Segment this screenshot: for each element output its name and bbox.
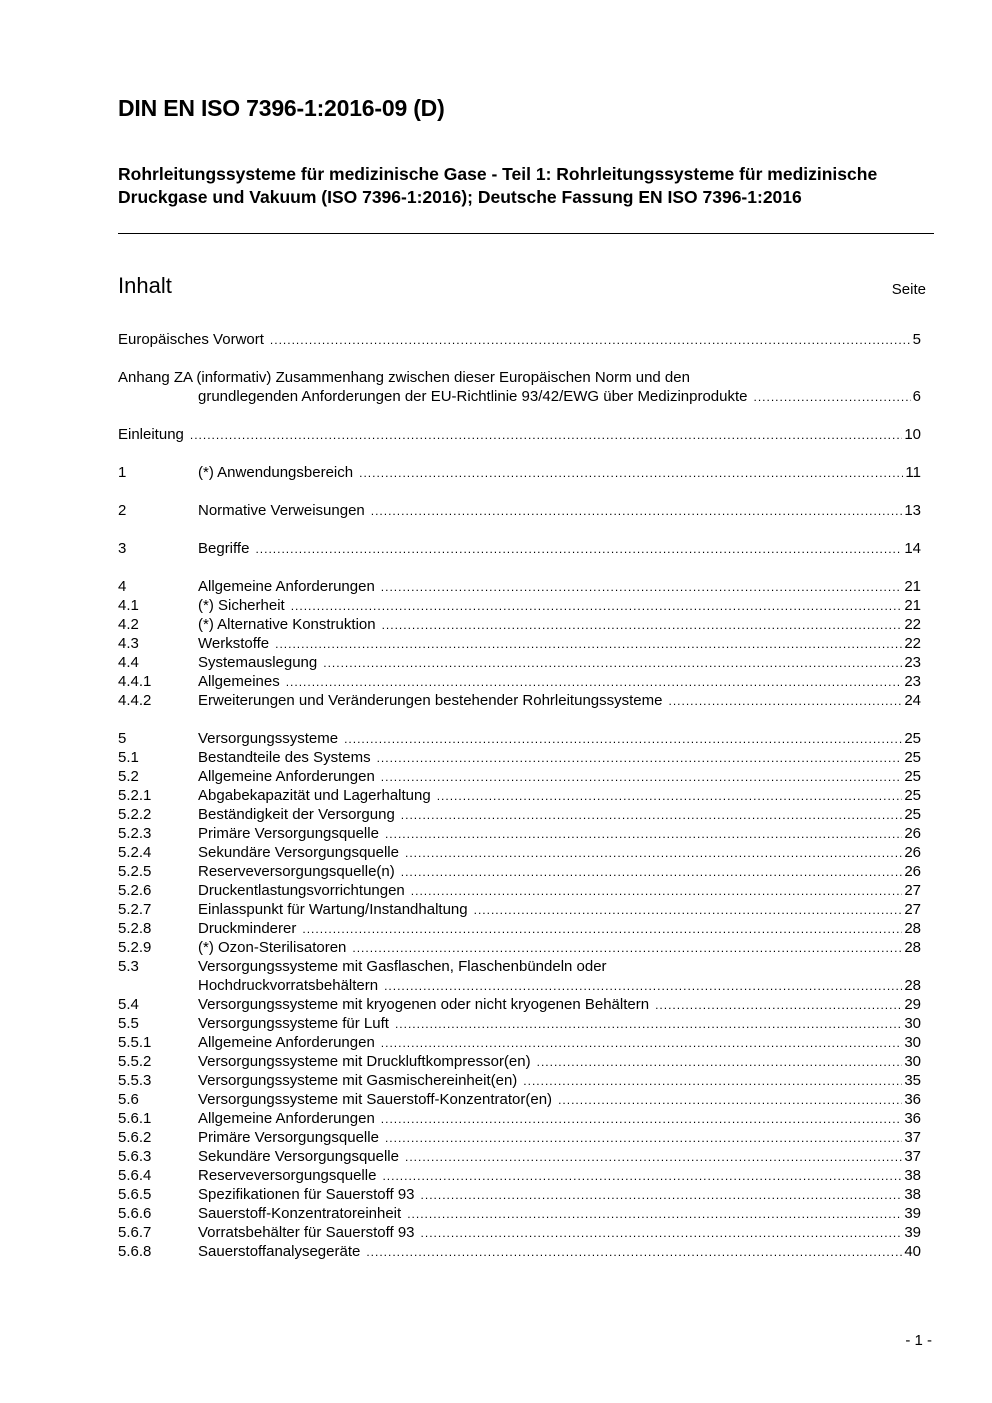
toc-entry[interactable] bbox=[118, 1033, 921, 1052]
dot-leader bbox=[255, 540, 902, 559]
toc-entry-page: 14 bbox=[904, 540, 921, 557]
toc-entry-title: Sauerstoff-Konzentratoreinheit bbox=[198, 1205, 402, 1222]
toc-entry[interactable] bbox=[118, 1204, 921, 1223]
toc-entry[interactable] bbox=[118, 539, 921, 558]
toc-entry-page: 30 bbox=[904, 1053, 921, 1070]
toc-entry-page: 23 bbox=[904, 654, 921, 671]
toc-entry-title: Normative Verweisungen bbox=[198, 502, 365, 519]
toc-entry-title: Spezifikationen für Sauerstoff 93 bbox=[198, 1186, 415, 1203]
dot-leader bbox=[344, 730, 902, 749]
toc-entry-number: 5.6.4 bbox=[118, 1167, 152, 1184]
dot-leader bbox=[405, 1148, 902, 1167]
toc-entry-number: 5.2.4 bbox=[118, 844, 152, 861]
dot-leader bbox=[401, 806, 903, 825]
dot-leader bbox=[302, 920, 902, 939]
toc-entry-page: 6 bbox=[912, 388, 921, 405]
dot-leader bbox=[474, 901, 903, 920]
toc-entry-page: 21 bbox=[904, 578, 921, 595]
toc-entry-page: 26 bbox=[904, 825, 921, 842]
toc-entry[interactable] bbox=[118, 596, 921, 615]
toc-entry[interactable] bbox=[118, 1109, 921, 1128]
toc-entry-title: Versorgungssysteme mit Sauerstoff-Konzentrator(en) bbox=[198, 1091, 553, 1108]
toc-entry-page: 36 bbox=[904, 1110, 921, 1127]
toc-entry-title: Europäisches Vorwort bbox=[118, 331, 264, 348]
dot-leader bbox=[405, 844, 902, 863]
toc-entry[interactable] bbox=[118, 1090, 921, 1109]
toc-entry-number: 5.2.3 bbox=[118, 825, 152, 842]
title-divider bbox=[118, 233, 934, 234]
dot-leader bbox=[421, 1186, 903, 1205]
toc-entry-page: 25 bbox=[904, 806, 921, 823]
dot-leader bbox=[401, 863, 903, 882]
toc-entry-title: Bestandteile des Systems bbox=[198, 749, 371, 766]
dot-leader bbox=[291, 597, 903, 616]
toc-section-5a bbox=[118, 729, 921, 957]
toc-entry-number: 5.5.2 bbox=[118, 1053, 152, 1070]
toc-entry-page: 38 bbox=[904, 1167, 921, 1184]
dot-leader bbox=[377, 749, 903, 768]
toc-entry-number: 5.5.1 bbox=[118, 1034, 152, 1051]
toc-entry-number: 4.2 bbox=[118, 616, 139, 633]
toc-entry[interactable] bbox=[118, 900, 921, 919]
toc-entry-title: Anhang ZA (informativ) Zusammenhang zwischen dieser Europäischen Norm und den bbox=[118, 369, 690, 386]
toc-entry-number: 5.6.2 bbox=[118, 1129, 152, 1146]
dot-leader bbox=[668, 692, 902, 711]
toc-entry[interactable] bbox=[118, 938, 921, 957]
toc-entry[interactable] bbox=[118, 805, 921, 824]
toc-entry[interactable] bbox=[118, 767, 921, 786]
dot-leader bbox=[382, 1167, 902, 1186]
toc-group-4 bbox=[118, 577, 921, 710]
toc-entry[interactable] bbox=[118, 463, 921, 482]
toc-entry-line[interactable] bbox=[118, 387, 921, 406]
toc-entry[interactable] bbox=[118, 881, 921, 900]
toc-group-3 bbox=[118, 539, 921, 558]
toc-entry-title: Sekundäre Versorgungsquelle bbox=[198, 844, 399, 861]
toc-entry-number: 4.4 bbox=[118, 654, 139, 671]
toc-entry-line[interactable] bbox=[118, 957, 921, 976]
dot-leader bbox=[275, 635, 902, 654]
toc-entry-number: 5.2.7 bbox=[118, 901, 152, 918]
toc-entry[interactable] bbox=[118, 843, 921, 862]
toc-entry-title: (*) Anwendungsbereich bbox=[198, 464, 354, 481]
dot-leader bbox=[537, 1053, 903, 1072]
toc-entry[interactable] bbox=[118, 1185, 921, 1204]
toc-entry-number: 5.3 bbox=[118, 958, 139, 975]
toc-entry-number: 3 bbox=[118, 540, 127, 557]
toc-entry[interactable] bbox=[118, 501, 921, 520]
toc-entry-page: 39 bbox=[904, 1224, 921, 1241]
toc-entry-number: 5.2.8 bbox=[118, 920, 152, 937]
dot-leader bbox=[385, 1129, 902, 1148]
document-id: DIN EN ISO 7396-1:2016-09 (D) bbox=[118, 95, 445, 121]
toc-entry-number: 5.2.9 bbox=[118, 939, 152, 956]
toc-entry-page: 30 bbox=[904, 1034, 921, 1051]
toc-entry[interactable] bbox=[118, 634, 921, 653]
dot-leader bbox=[381, 578, 903, 597]
toc-entry-title: (*) Alternative Konstruktion bbox=[198, 616, 376, 633]
toc-entry-number: 5.6.3 bbox=[118, 1148, 152, 1165]
toc-entry-number: 5.6.8 bbox=[118, 1243, 152, 1260]
toc-entry-number: 5.6 bbox=[118, 1091, 139, 1108]
toc-entry-page: 21 bbox=[904, 597, 921, 614]
toc-entry[interactable] bbox=[118, 1071, 921, 1090]
toc-entry-number: 5.2.1 bbox=[118, 787, 152, 804]
page-number: - 1 - bbox=[905, 1332, 932, 1349]
toc-entry-title-cont: grundlegenden Anforderungen der EU-Richtlinie 93/42/EWG über Medizinprodukte bbox=[198, 388, 748, 405]
toc-entry-title: Beständigkeit der Versorgung bbox=[198, 806, 395, 823]
toc-entry-number: 5.2.6 bbox=[118, 882, 152, 899]
toc-entry-line[interactable] bbox=[118, 976, 921, 995]
dot-leader bbox=[352, 939, 902, 958]
toc-entry[interactable] bbox=[118, 425, 921, 444]
toc-entry[interactable] bbox=[118, 1014, 921, 1033]
toc-entry-number: 1 bbox=[118, 464, 127, 481]
toc-heading: Inhalt bbox=[118, 273, 172, 298]
dot-leader bbox=[381, 768, 903, 787]
toc-entry-number: 5.4 bbox=[118, 996, 139, 1013]
toc-entry-page: 35 bbox=[904, 1072, 921, 1089]
toc-entry-title: Sauerstoffanalysegeräte bbox=[198, 1243, 361, 1260]
toc-entry-page: 13 bbox=[904, 502, 921, 519]
toc-entry-number: 5.1 bbox=[118, 749, 139, 766]
toc-entry[interactable] bbox=[118, 1147, 921, 1166]
dot-leader bbox=[366, 1243, 902, 1262]
toc-entry-number: 2 bbox=[118, 502, 127, 519]
toc-entry-page: 22 bbox=[904, 616, 921, 633]
toc-entry-number: 5 bbox=[118, 730, 127, 747]
toc-entry[interactable] bbox=[118, 748, 921, 767]
toc-entry-page: 39 bbox=[904, 1205, 921, 1222]
toc-entry[interactable] bbox=[118, 729, 921, 748]
dot-leader bbox=[437, 787, 903, 806]
toc-entry[interactable] bbox=[118, 786, 921, 805]
toc-group-5 bbox=[118, 729, 921, 1261]
toc-entry-number: 5.2.5 bbox=[118, 863, 152, 880]
toc-entry-title: Werkstoffe bbox=[198, 635, 270, 652]
toc-entry-page: 30 bbox=[904, 1015, 921, 1032]
toc-entry-number: 5.2.2 bbox=[118, 806, 152, 823]
dot-leader bbox=[359, 464, 903, 483]
toc-entry-page: 5 bbox=[912, 331, 921, 348]
toc-entry-title: Vorratsbehälter für Sauerstoff 93 bbox=[198, 1224, 415, 1241]
toc-entry-title: Versorgungssysteme mit Gasflaschen, Flaschenbündeln oder bbox=[198, 958, 607, 975]
dot-leader bbox=[270, 331, 911, 350]
toc-entry-title: Einleitung bbox=[118, 426, 184, 443]
toc-entry-number: 4.4.2 bbox=[118, 692, 152, 709]
toc-entry-page: 28 bbox=[904, 939, 921, 956]
toc-entry[interactable] bbox=[118, 615, 921, 634]
toc-entry-title: Erweiterungen und Veränderungen bestehender Rohrleitungssysteme bbox=[198, 692, 663, 709]
toc-entry-page: 37 bbox=[904, 1129, 921, 1146]
toc-entry-title: Primäre Versorgungsquelle bbox=[198, 825, 379, 842]
toc-entry-page: 25 bbox=[904, 787, 921, 804]
toc-entry-page: 22 bbox=[904, 635, 921, 652]
dot-leader bbox=[371, 502, 903, 521]
document-subtitle: Rohrleitungssysteme für medizinische Gase - Teil 1: Rohrleitungssysteme für medizinische Druckgase und Vakuum (ISO 7396-1:2016); Deutsche Fassung EN ISO 7396-1:2016 bbox=[118, 164, 878, 207]
dot-leader bbox=[385, 825, 902, 844]
dot-leader bbox=[407, 1205, 902, 1224]
dot-leader bbox=[421, 1224, 903, 1243]
toc-entry-title: (*) Sicherheit bbox=[198, 597, 285, 614]
toc-entry-title: Versorgungssysteme mit kryogenen oder nicht kryogenen Behältern bbox=[198, 996, 650, 1013]
toc-entry-number: 4.4.1 bbox=[118, 673, 152, 690]
toc-entry-page: 11 bbox=[905, 464, 921, 481]
toc-entry-title: Reserveversorgungsquelle(n) bbox=[198, 863, 395, 880]
toc-entry-page: 38 bbox=[904, 1186, 921, 1203]
toc-entry-page: 26 bbox=[904, 863, 921, 880]
toc-entry[interactable] bbox=[118, 672, 921, 691]
toc-entry-page: 29 bbox=[904, 996, 921, 1013]
toc-entry-title: Versorgungssysteme für Luft bbox=[198, 1015, 389, 1032]
toc-group-annex bbox=[118, 368, 921, 406]
toc-entry-number: 5.6.7 bbox=[118, 1224, 152, 1241]
dot-leader bbox=[754, 388, 911, 407]
toc-section-5b bbox=[118, 995, 921, 1261]
toc-entry-title: Versorgungssysteme mit Gasmischereinheit(en) bbox=[198, 1072, 518, 1089]
dot-leader bbox=[384, 977, 902, 996]
toc-entry-title: (*) Ozon-Sterilisatoren bbox=[198, 939, 347, 956]
toc-entry-title: Reserveversorgungsquelle bbox=[198, 1167, 377, 1184]
dot-leader bbox=[411, 882, 903, 901]
toc-entry[interactable] bbox=[118, 995, 921, 1014]
toc-entry-page: 28 bbox=[904, 977, 921, 994]
toc-entry[interactable] bbox=[118, 653, 921, 672]
dot-leader bbox=[558, 1091, 902, 1110]
dot-leader bbox=[382, 616, 903, 635]
dot-leader bbox=[381, 1110, 903, 1129]
toc-entry-title: Begriffe bbox=[198, 540, 250, 557]
dot-leader bbox=[395, 1015, 902, 1034]
toc-entry-page: 10 bbox=[904, 426, 921, 443]
toc-entry[interactable] bbox=[118, 1166, 921, 1185]
toc-entry-title: Allgemeines bbox=[198, 673, 280, 690]
toc-entry-page: 25 bbox=[904, 730, 921, 747]
toc-entry-title: Allgemeine Anforderungen bbox=[198, 1034, 375, 1051]
table-of-contents bbox=[118, 330, 921, 1280]
toc-entry-title: Versorgungssysteme bbox=[198, 730, 339, 747]
toc-entry-title-cont: Hochdruckvorratsbehältern bbox=[198, 977, 379, 994]
toc-entry-title: Versorgungssysteme mit Druckluftkompressor(en) bbox=[198, 1053, 531, 1070]
toc-entry-page: 40 bbox=[904, 1243, 921, 1260]
toc-entry-title: Systemauslegung bbox=[198, 654, 318, 671]
toc-entry-page: 23 bbox=[904, 673, 921, 690]
toc-entry-page: 36 bbox=[904, 1091, 921, 1108]
toc-entry-number: 5.5 bbox=[118, 1015, 139, 1032]
dot-leader bbox=[523, 1072, 902, 1091]
toc-entry-page: 25 bbox=[904, 768, 921, 785]
toc-entry[interactable] bbox=[118, 1223, 921, 1242]
toc-entry-title: Primäre Versorgungsquelle bbox=[198, 1129, 379, 1146]
toc-entry[interactable] bbox=[118, 824, 921, 843]
toc-entry-page: 27 bbox=[904, 901, 921, 918]
toc-entry-title: Druckminderer bbox=[198, 920, 297, 937]
toc-entry-number: 5.2 bbox=[118, 768, 139, 785]
dot-leader bbox=[655, 996, 902, 1015]
dot-leader bbox=[323, 654, 902, 673]
toc-entry[interactable] bbox=[118, 577, 921, 596]
toc-group-1 bbox=[118, 463, 921, 482]
dot-leader bbox=[190, 426, 902, 445]
toc-entry-page: 25 bbox=[904, 749, 921, 766]
toc-entry-number: 5.6.6 bbox=[118, 1205, 152, 1222]
toc-entry-page: 37 bbox=[904, 1148, 921, 1165]
toc-entry-title: Allgemeine Anforderungen bbox=[198, 578, 375, 595]
toc-entry-line[interactable] bbox=[118, 368, 921, 387]
toc-entry-number: 4.3 bbox=[118, 635, 139, 652]
toc-group-intro bbox=[118, 330, 921, 349]
toc-page-label: Seite bbox=[891, 281, 926, 298]
toc-entry[interactable] bbox=[118, 862, 921, 881]
toc-entry-page: 27 bbox=[904, 882, 921, 899]
toc-entry-number: 4 bbox=[118, 578, 127, 595]
toc-entry-page: 26 bbox=[904, 844, 921, 861]
toc-entry-title: Einlasspunkt für Wartung/Instandhaltung bbox=[198, 901, 468, 918]
toc-entry-number: 4.1 bbox=[118, 597, 139, 614]
dot-leader bbox=[381, 1034, 903, 1053]
toc-group-2 bbox=[118, 501, 921, 520]
toc-entry-number: 5.6.5 bbox=[118, 1186, 152, 1203]
toc-entry-title: Allgemeine Anforderungen bbox=[198, 1110, 375, 1127]
toc-entry-title: Sekundäre Versorgungsquelle bbox=[198, 1148, 399, 1165]
toc-entry[interactable] bbox=[118, 1128, 921, 1147]
toc-entry-page: 28 bbox=[904, 920, 921, 937]
toc-entry-page: 24 bbox=[904, 692, 921, 709]
toc-entry-title: Allgemeine Anforderungen bbox=[198, 768, 375, 785]
toc-entry-number: 5.5.3 bbox=[118, 1072, 152, 1089]
toc-entry[interactable] bbox=[118, 1242, 921, 1261]
toc-entry-number: 5.6.1 bbox=[118, 1110, 152, 1127]
toc-entry-title: Abgabekapazität und Lagerhaltung bbox=[198, 787, 431, 804]
toc-group-einleitung bbox=[118, 425, 921, 444]
toc-entry[interactable] bbox=[118, 691, 921, 710]
toc-entry[interactable] bbox=[118, 919, 921, 938]
toc-entry[interactable] bbox=[118, 1052, 921, 1071]
toc-entry-title: Druckentlastungsvorrichtungen bbox=[198, 882, 405, 899]
toc-entry[interactable] bbox=[118, 330, 921, 349]
dot-leader bbox=[286, 673, 903, 692]
